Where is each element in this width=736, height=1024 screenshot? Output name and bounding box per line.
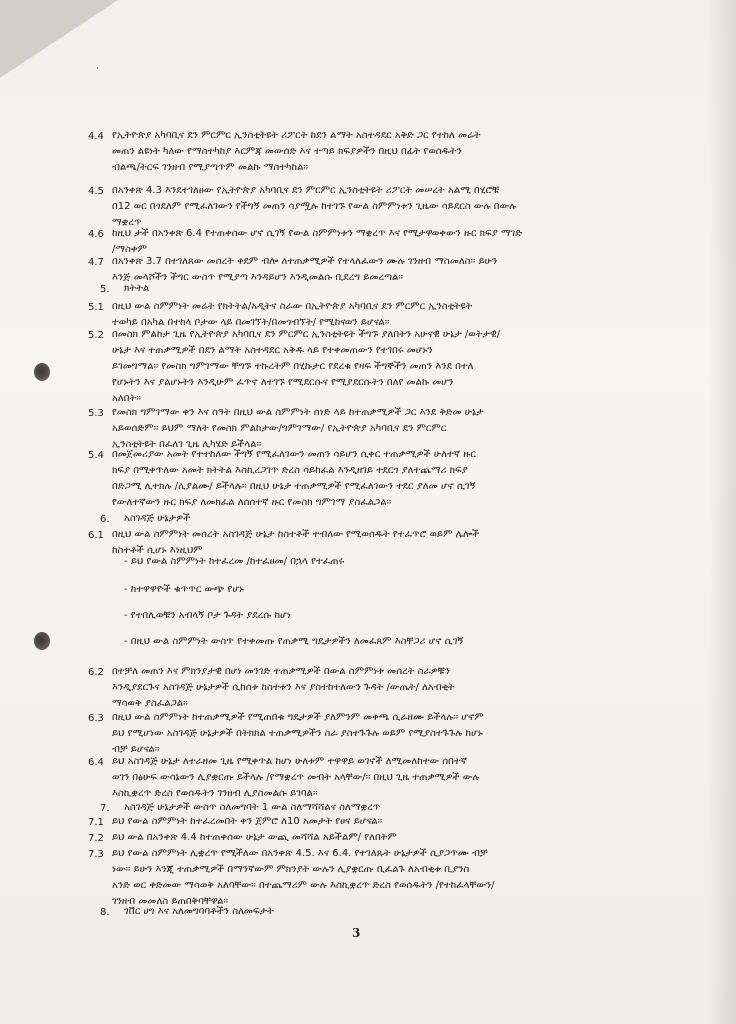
paragraph-line: መጠን ልዩነት ካለው የማስተካከያ እርምጃ መውሰድ እና ተጣይ ክፍያዎችን በዚህ በፊት የወሰዱትን: [112, 146, 462, 157]
section-number: 6.1: [88, 530, 104, 541]
section-number: 4.5: [88, 186, 104, 197]
paragraph-line: በአንቀጽ 4.3 እንደተገለፀው የኢትዮጵያ አካባቢና ደን ምርምር ኢንስቲትዩት ሪፖርት መሠረት አልሚ በሂሮቹ: [112, 185, 500, 196]
paragraph-line: አለበት፡፡: [112, 393, 141, 404]
top-mark: ·: [96, 64, 99, 74]
paragraph-line: በአንቀጽ 3.7 በተገለጸው መሰረት ቀደም ብሎ ለተጠቃሚዎች የተላለፈውን ሙሉ ገንዘብ ማስመለስ፡፡ ይሁን: [112, 256, 498, 267]
paragraph-line: የሆኑትን እና ያልሆኑትን እንዲሁም ፈጥኖ ለተገኙ የሚደርሱና የሚያደርሱትን በለየ መልኩ መሆን: [112, 377, 454, 388]
section-number: 4.6: [88, 229, 104, 240]
section-number: 5.4: [88, 450, 104, 461]
paragraph-line: ነው፡፡ ይሁን እንጂ ተጠቃሚዎች በማንኛውም ምክንያት ውሉን ሊያቋርጡ ቢፈልጉ ለአብቂቱ ቢያንስ: [112, 864, 470, 875]
paragraph-line: ከስተቶች ሲሆኑ እነዚህም: [112, 545, 203, 556]
section-number: 5.2: [88, 330, 104, 341]
section-number: 7.1: [88, 817, 104, 828]
bullet-item: - ከተዋዋዮች ቁጥጥር ውጭ የሆኑ: [124, 584, 244, 595]
page-edge-shadow: [708, 0, 736, 1024]
paragraph-line: በዚህ ውል ስምምነት ከተጠቃሚዎች የሚጠበቁ ግዴታዎች ያለምንም መቀጫ ሲራዘሙ ይችላሉ፡፡ ሆኖም: [112, 712, 484, 723]
paragraph-line: ሁኔታ እና ተጠቃሚዎች በደን ልማት አስተዳደር አቅዱ ላይ የተቀመጠውን የተገበሩ መሆኑን: [112, 345, 433, 356]
paragraph-line: ይገመግማል፡፡ የመስክ ግምገማው ቸግኙ ተኩረትም በሂኩታር የደረቁ የዛፍ ችግኞችን መጠን እንደ በተለ: [112, 361, 474, 372]
paragraph-line: በመጀመሪያው አመት የተተከለው ችግኝ የሚፈለገውን መጠን ሳይሆን ሲቀር ተጠቃሚዎች ሁለተኛ ዙር: [112, 449, 476, 460]
bullet-item: - ይህ የውል ስምምነት ከተፈረመ /ከተፈፀመ/ በኋላ የተፈጠሩ: [124, 556, 345, 567]
paragraph-line: ማቋረጥ: [112, 217, 142, 228]
section-number: 7.: [100, 803, 110, 814]
paragraph-line: በ12 ወር በጎደለም የሚፈለገውን የችግኝ መጠን ሳያሟሉ ከተገኙ የውል ስምምነቱን ጊዜው ሳይደርስ ውሉ በውሉ: [112, 201, 517, 212]
section-number: 6.4: [88, 757, 104, 768]
paragraph-line: ኢንስቲትዩት በፈለገ ጊዜ ሊካሄድ ይችላል፡፡: [112, 439, 262, 450]
section-number: 4.4: [88, 131, 104, 142]
section-number: 5.: [100, 284, 110, 295]
paragraph-line: ገንዘብ መመለስ ይጠበቅባቸዋል፡፡: [112, 896, 229, 907]
paragraph-line: ይህ አስገዳጅ ሁኔታ ለተራዘመ ጊዜ የሚቀጥል ከሆነ ሁለቱም ተዋዋይ ወገኖች ለሚመለከተው ሰበተኛ: [112, 756, 467, 767]
paragraph-line: የውለተኛውን ዙር ክፍያ ለመክፈል ለሰሰተኛ ዙር የመስክ ግምገማ ያስፈልጋል፡፡: [112, 497, 392, 508]
section-number: 7.2: [88, 833, 104, 844]
section-number: 4.7: [88, 257, 104, 268]
paragraph-line: /ማስቀም: [112, 244, 147, 255]
section-number: 6.3: [88, 713, 104, 724]
paragraph-line: አስገዳጅ ሁኔታዎች: [124, 513, 191, 524]
paragraph-line: ወገን በፅሁፍ ውሳኔውን ሊያቋርጡ ይችላሉ /የማቋረጥ መብት አላቸው/፡፡ በዚህ ጊዜ ተጠቃሚዎች ውሉ: [112, 772, 480, 783]
folded-corner: [0, 0, 118, 78]
paragraph-line: ክፍያ በሚቀጥለው አመት ክትትል እስኪረጋገጥ ድረስ ሳይከፈል እንዲዘገይ ተደርጎ ያለተጨማሪ ክፍያ: [112, 465, 468, 476]
section-number: 5.1: [88, 302, 104, 313]
section-number: 7.3: [88, 849, 104, 860]
paragraph-line: ክትትል: [124, 283, 150, 294]
paragraph-line: ገቨር ሀግ እና አለመግባባቶችን ስለመፍታት: [124, 906, 274, 917]
bullet-item: - በዚህ ውል ስምምነት ውስጥ የተቀመጡ የጠቃሚ ግዴታዎችን ለመፈጸም እስቸጋሪ ሆኖ ሲገኝ: [124, 636, 464, 647]
paragraph-line: በድጋሚ ሊተክሉ /ሊያልሙ/ ይችላሉ፡፡ በዚህ ሁኔታ ተጠቃሚዎች የሚፈለገውን ተደር ያለመ ሆኖ ሲገኝ: [112, 481, 476, 492]
paragraph-line: ከዚህ ታች በአንቀጽ 6.4 የተጠቀሰው ሆኖ ሲገኝ የውል ስምምነቱን ማቋረጥ እና የሚታዋወቀውን ዙር ክፍያ ማገድ: [112, 228, 523, 239]
section-number: 8.: [100, 907, 110, 918]
paragraph-line: የመስክ ግምገማው ቀን እና ሰዓት በዚህ ውል ስምምነት ሰነድ ላይ ከተጠቃሚዎች ጋር እንደ ቅድመ ሁኔታ: [112, 407, 484, 418]
paragraph-line: ተወካይ በአካል በተከላ ቦታው ላይ በመገኘት/በመጎብኘት/ የሚከናወን ይሆናል፡፡: [112, 317, 390, 328]
section-number: 5.3: [88, 408, 104, 419]
paragraph-line: አንድ ወር ቀድመው ማሳወቅ አለባቸው፡፡ በተጨማሪም ውሉ እስኪቋረጥ ድረስ የወሰዱትን /የተከፈላቸውን/: [112, 880, 495, 891]
paragraph-line: እንዲያደርጉና አስገዳጅ ሁኔታዎች ሲከሰቱ ከስተቱን እና ያስተከተለውን ጉዳት /ውጤት/ ለአብቂት: [112, 682, 455, 693]
paragraph-line: አይወሰድም፡፡ ይህም ማለት የመስክ ምልከታው/ግምገማው/ የኢትዮጵያ አካባቢና ደን ምርምር: [112, 423, 447, 434]
paragraph-line: እስኪቋረጥ ድረስ የወሰዱትን ገንዘብ ሊያስመልሱ ይገባል፡፡: [112, 788, 318, 799]
paragraph-line: ማሳወቅ ያስፈልጋል፡፡: [112, 698, 188, 709]
punch-hole-top: [34, 363, 50, 381]
paragraph-line: ይህ የውል ስምምነት ሊቋረጥ የሚችለው በአንቀጽ 4.5. እና 6.4. የተገለጹት ሁኔታዎች ሲያጋጥሙ ብቻ: [112, 848, 488, 859]
paragraph-line: እንጅ መላሾችን ችግር ውስጥ የሚያጣ እንዳይሆን እንዲመልሱ ቢደረግ ይመረጣል፡፡: [112, 272, 404, 283]
bullet-item: - የተበሊወቹን አብላኝ ቦታ ጉዳት ያደረሱ ከሆነ: [124, 610, 291, 621]
paragraph-line: የኢትዮጵያ አካባቢና ደን ምርምር ኢንስቲትዩት ሪፖርት ከደን ልማት አስተዳደር አቅድ ጋር የተከለ መሬት: [112, 130, 481, 141]
page-number: 3: [352, 926, 361, 940]
paragraph-line: በዚህ ውል ስምምነት መሬት የክትትል/አዲትና ስራው በኢትዮጵያ አካባቢና ደን ምርምር ኢንስቲትዩት: [112, 301, 473, 312]
paragraph-line: ብቻ ይሆናል፡፡: [112, 744, 160, 755]
paragraph-line: በዚህ ውል ስምምነት መሰረት አስገዳጅ ሁኔታ ከስተቶች ተብለው የሚወሰዱት የተፈጥሮ ወይም ሌሎች: [112, 529, 480, 540]
punch-hole-bottom: [34, 632, 50, 650]
paragraph-line: በመስክ ምልከታ ጊዜ የኢትዮጵያ አካባቢና ደን ምርምር ኢንስቲትዩት ችግኙ ያለበትን አሁናዊ ሁኔታ /ወትታዊ/: [112, 329, 501, 340]
paragraph-line: ይህ የሚሆነው አስገዳጅ ሁኔታዎች በትክክል ተጠቃሚዎችን ስራ ያስተጉጉሉ ወይም የሚያስተጉጉሉ ከሆኑ: [112, 728, 483, 739]
paragraph-line: ብልጫ/ትርፍ ገንዘብ የሚያጣጥም መልኩ ማስተካከል፡፡: [112, 162, 309, 173]
paragraph-line: አስገዳጅ ሁኔታዎች ውስጥ ስለመግባት 1 ውል ስለማሻሻልና ስለማቋረጥ: [124, 802, 381, 813]
section-number: 6.: [100, 514, 110, 525]
paragraph-line: ይህ ውል በአንቀጽ 4.4 ከተጠቀሰው ሁኔታ ውጪ መሻሻል አይችልም/ የለበትም: [112, 832, 397, 843]
paragraph-line: ይህ የውል ስምምነት ከተፈረመበት ቀን ጀምሮ ለ10 አመታት የፀና ይሆናል፡፡: [112, 816, 383, 827]
section-number: 6.2: [88, 667, 104, 678]
paragraph-line: በተቻለ መጠን እና ምክንያታዊ በሆነ መንገድ ተጠቃሚዎች በውል ስምምነቱ መሰረት ስራዎቹን: [112, 666, 450, 677]
